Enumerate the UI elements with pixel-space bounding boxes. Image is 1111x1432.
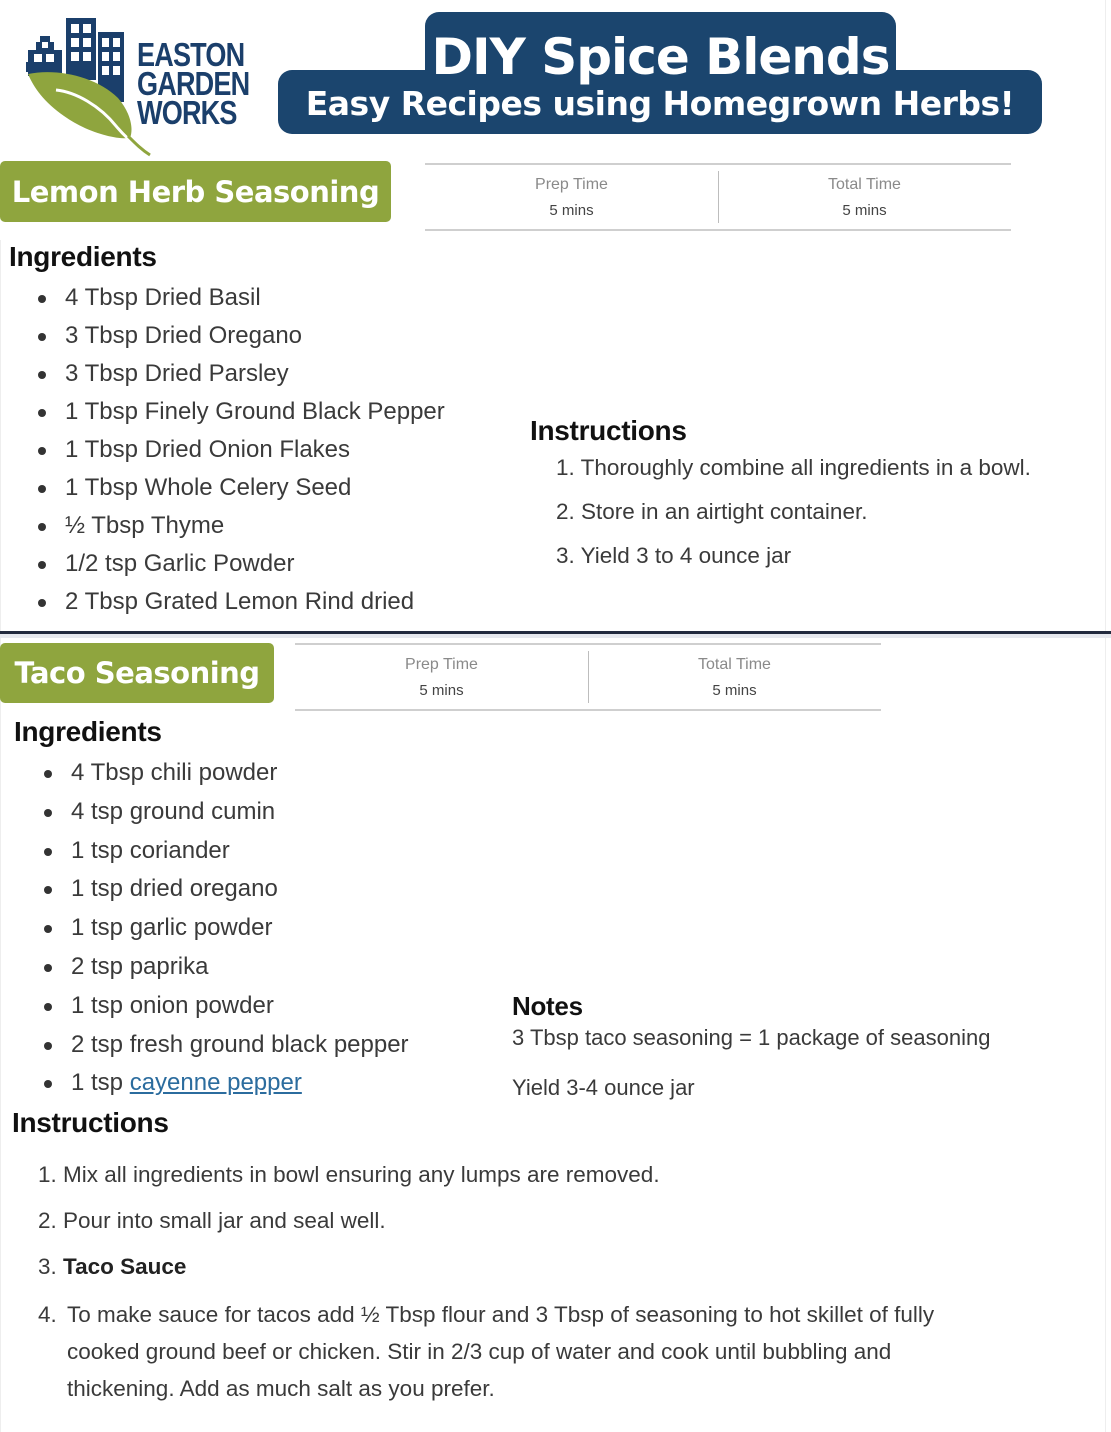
page-edge-left (0, 240, 1, 1432)
section-divider-shadow (0, 634, 1111, 638)
ingredients-list (9, 279, 445, 621)
instructions-heading: Instructions (530, 415, 687, 446)
note-text: 3 Tbsp taco seasoning = 1 package of seasoning (512, 1025, 991, 1050)
step-number: 4. (38, 1302, 57, 1327)
ingredient-item: 2 tsp paprika (15, 948, 409, 987)
ingredient-item: 1 Tbsp Finely Ground Black Pepper (9, 393, 445, 431)
ingredient-prefix: 1 tsp (71, 1069, 130, 1097)
instructions-list (556, 452, 1031, 572)
ingredient-item: 4 Tbsp chili powder (15, 754, 409, 793)
notes-heading: Notes (512, 991, 583, 1021)
total-time (718, 165, 1011, 229)
logo-line-3: WORKS (137, 94, 237, 131)
page-edge (1105, 0, 1106, 1432)
ingredient-item: 1/2 tsp Garlic Powder (9, 545, 445, 583)
step-text-bold: Taco Sauce (63, 1254, 187, 1279)
instruction-step (38, 1204, 934, 1238)
step-text-line: thickening. Add as much salt as you prefer. (67, 1376, 495, 1401)
step-number: 1. (38, 1162, 57, 1187)
ingredient-item: 2 tsp fresh ground black pepper (15, 1026, 409, 1065)
recipe-title-taco: Taco Seasoning (0, 643, 274, 703)
total-time-value: 5 mins (842, 202, 887, 219)
instruction-step (38, 1250, 934, 1284)
step-number: 3. (38, 1254, 57, 1279)
total-time-value: 5 mins (712, 682, 757, 699)
ingredient-item: 4 tsp ground cumin (15, 793, 409, 832)
logo-wordmark (137, 36, 250, 131)
page-title: DIY Spice Blends (431, 28, 890, 86)
ingredients-list (15, 754, 409, 1103)
total-time-label: Total Time (698, 656, 771, 673)
ingredients-heading: Ingredients (14, 716, 162, 747)
ingredient-item: 3 Tbsp Dried Parsley (9, 355, 445, 393)
instruction-step (38, 1296, 934, 1407)
step-number: 1. (556, 455, 575, 480)
cayenne-pepper-link[interactable]: cayenne pepper (129, 1069, 302, 1097)
time-summary (295, 643, 881, 711)
ingredient-item: 1 tsp onion powder (15, 987, 409, 1026)
ingredient-item: 1 tsp dried oregano (15, 870, 409, 909)
prep-time (425, 165, 718, 229)
total-time (588, 645, 881, 709)
time-summary (425, 163, 1011, 231)
page-subtitle: Easy Recipes using Homegrown Herbs! (305, 84, 1015, 123)
instructions-heading: Instructions (12, 1107, 169, 1138)
step-text: Store in an airtight container. (581, 499, 868, 524)
step-number: 3. (556, 543, 575, 568)
instruction-step (556, 496, 1031, 528)
instructions-list (38, 1158, 934, 1407)
total-time-label: Total Time (828, 176, 901, 193)
step-text-line: cooked ground beef or chicken. Stir in 2/3 cup of water and cook until bubbling and (67, 1339, 892, 1364)
step-text: Yield 3 to 4 ounce jar (580, 543, 792, 568)
prep-time-label: Prep Time (535, 176, 608, 193)
ingredient-item: 1 tsp coriander (15, 832, 409, 871)
ingredient-item (15, 1064, 409, 1103)
ingredient-item: 1 Tbsp Dried Onion Flakes (9, 431, 445, 469)
step-text: Thoroughly combine all ingredients in a bowl. (580, 455, 1031, 480)
recipe-title-lemon-herb: Lemon Herb Seasoning (0, 161, 391, 222)
prep-time-value: 5 mins (419, 682, 464, 699)
prep-time-value: 5 mins (549, 202, 594, 219)
ingredient-item: 1 tsp garlic powder (15, 909, 409, 948)
note-text: Yield 3-4 ounce jar (512, 1075, 695, 1100)
step-number: 2. (38, 1208, 57, 1233)
step-text: Pour into small jar and seal well. (63, 1208, 386, 1233)
step-text-line: To make sauce for tacos add ½ Tbsp flour and 3 Tbsp of seasoning to hot skillet of fully (67, 1302, 935, 1327)
instruction-step (556, 540, 1031, 572)
logo-line-2: GARDEN (137, 65, 250, 102)
instruction-step (38, 1158, 934, 1192)
ingredient-item: ½ Tbsp Thyme (9, 507, 445, 545)
prep-time (295, 645, 588, 709)
ingredients-heading: Ingredients (9, 241, 157, 272)
ingredient-item: 3 Tbsp Dried Oregano (9, 317, 445, 355)
ingredient-item: 2 Tbsp Grated Lemon Rind dried (9, 583, 445, 621)
ingredient-item: 1 Tbsp Whole Celery Seed (9, 469, 445, 507)
step-text: Mix all ingredients in bowl ensuring any lumps are removed. (63, 1162, 660, 1187)
logo-line-1: EASTON (137, 36, 245, 73)
prep-time-label: Prep Time (405, 656, 478, 673)
instruction-step (556, 452, 1031, 484)
ingredient-item: 4 Tbsp Dried Basil (9, 279, 445, 317)
step-number: 2. (556, 499, 575, 524)
